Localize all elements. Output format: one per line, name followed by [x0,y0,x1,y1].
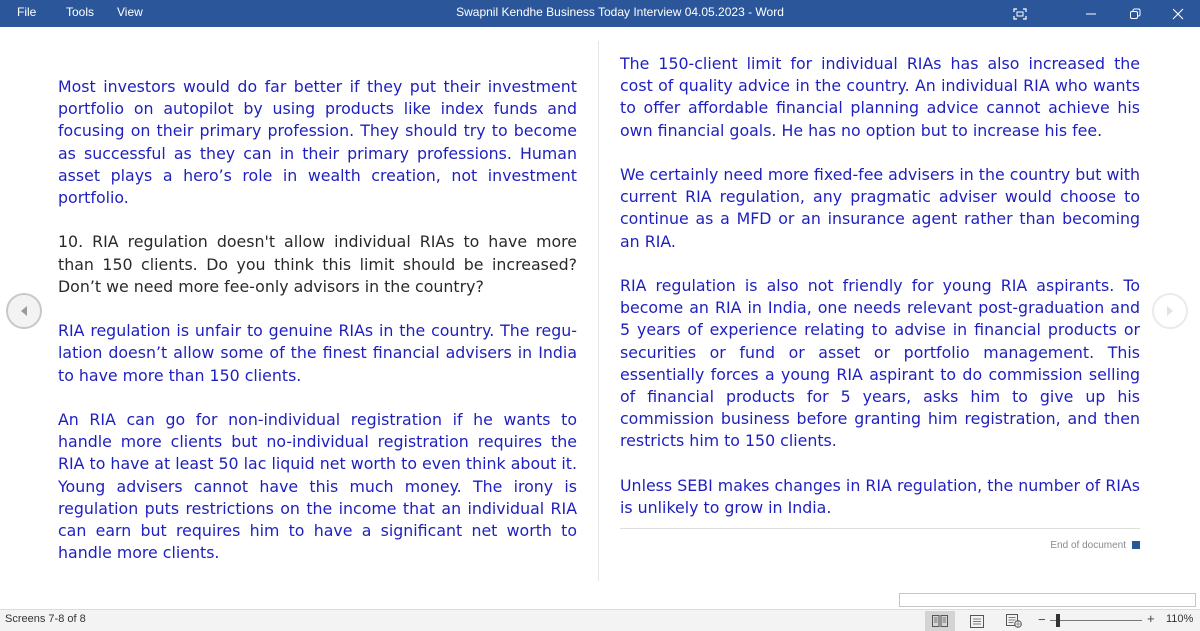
zoom-level[interactable]: 110% [1166,613,1194,625]
read-mode-icon [932,615,948,627]
zoom-slider[interactable] [1050,620,1142,621]
menu-tools[interactable]: Tools [66,5,95,19]
paragraph: Unless SEBI makes changes in RIA regulation, the number of RIAs is unlikely to grow in India. [620,475,1140,518]
paragraph: RIA regulation is unfair to genuine RIAs in the country. The regulation doesn’t allow some of the finest financial advisers in India to have more than 150 clients. [58,321,577,385]
next-screen-button[interactable] [1152,293,1188,329]
question-paragraph: 10. RIA regulation doesn't allow individual RIAs to have more than 150 clients. Do you think this limit should be increased? Don’t we need more fee-only advisors in the country? [58,232,577,296]
paragraph: The 150-client limit for individual RIAs has also increased the cost of quality advice in the country. An individual RIA who wants to offer affordable financial planning advice cannot achieve his own financial goals. He has no option but to increase his fee. [620,54,1140,140]
end-square-icon [1132,541,1140,549]
end-of-document-label: End of document [1050,540,1126,551]
close-icon [1172,8,1184,20]
document-page [0,27,1200,593]
screen-count: Screens 7-8 of 8 [5,613,86,625]
menu-view[interactable]: View [117,5,143,19]
status-bar [0,609,1200,631]
column-divider [598,41,599,581]
focus-mode-button[interactable] [998,0,1042,27]
close-button[interactable] [1156,0,1200,27]
minimize-button[interactable] [1069,0,1113,27]
title-bar [0,0,1200,27]
zoom-in-button[interactable]: + [1147,611,1155,626]
document-title: Swapnil Kendhe Business Today Interview 04.05.2023 - Word [456,5,784,19]
minimize-icon [1085,8,1097,20]
paragraph: We certainly need more fixed-fee advisers in the country but with current RIA regulation, any pragmatic adviser would choose to continue as a MFD or an insurance agent rather than becoming an RIA. [620,165,1140,251]
menu-file[interactable]: File [17,5,37,19]
chevron-right-icon [1163,304,1177,318]
paragraph: Most investors would do far better if they put their investment portfolio on autopilot by using products like index funds and focusing on their primary profession. They should try to become as successful as they can in their primary professions. Human asset plays a hero’s role in wealth creation, not investment portfolio. [58,77,577,208]
right-column [620,53,1140,541]
zoom-slider-thumb[interactable] [1056,614,1060,627]
end-of-document-rule [620,528,1140,529]
focus-mode-icon [1013,8,1027,20]
paragraph: RIA regulation is also not friendly for young RIA aspirants. To become an RIA in India, one needs relevant post-graduation and 5 years of experience relating to advise in financial products or securities or fund or asset or portfolio management. This essentially forces a young RIA aspirant to do commission selling of financial products for 5 years, asks him to give up his commission business before granting him registration, and then restricts him to 150 clients. [620,276,1140,451]
left-column [58,76,577,587]
web-layout-icon [1006,614,1022,628]
print-layout-icon [970,615,984,628]
end-of-document-marker [1000,540,1140,551]
restore-button[interactable] [1113,0,1157,27]
zoom-out-button[interactable]: − [1038,612,1046,627]
web-layout-button[interactable] [999,611,1029,631]
restore-icon [1129,8,1141,20]
previous-screen-button[interactable] [6,293,42,329]
paragraph: An RIA can go for non-individual registration if he wants to handle more clients but no-individual registration requires the RIA to have at least 50 lac liquid net worth to even think about it. Young advisers cannot have this much money. The irony is regulation puts restrictions on the income that an individual RIA can earn but requires him to have a significant net worth to handle more clients. [58,410,577,563]
chevron-left-icon [17,304,31,318]
horizontal-scrollbar[interactable] [899,593,1196,607]
print-layout-button[interactable] [962,611,992,631]
read-mode-button[interactable] [925,611,955,631]
